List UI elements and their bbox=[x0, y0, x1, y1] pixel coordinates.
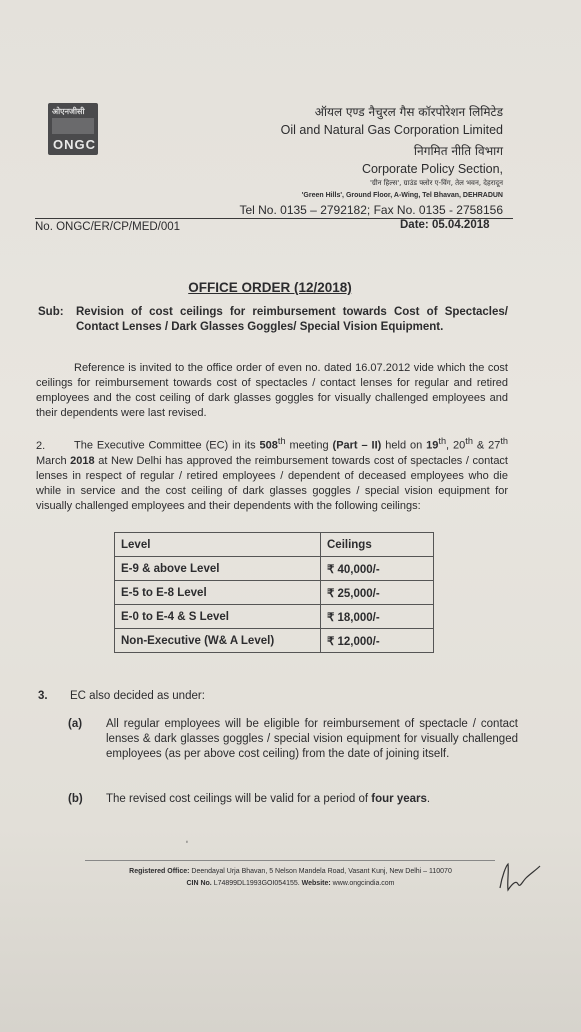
p2-text: The Executive Committee (EC) in its bbox=[74, 439, 260, 452]
p2-text: , bbox=[446, 439, 454, 452]
level-cell: E-0 to E-4 & S Level bbox=[115, 605, 321, 629]
level-cell: E-9 & above Level bbox=[115, 557, 321, 581]
p2-day: 27 bbox=[488, 439, 501, 452]
subject-block bbox=[38, 305, 508, 335]
clause-a bbox=[68, 717, 518, 762]
p2-text: & bbox=[472, 439, 489, 452]
subject-text: Revision of cost ceilings for reimbursement towards Cost of Spectacles/ Contact Lenses / Dark Glasses Goggles/ Special Vision Equipment. bbox=[76, 306, 508, 333]
ongc-logo bbox=[48, 103, 98, 155]
table-row bbox=[115, 581, 434, 605]
column-header-ceilings: Ceilings bbox=[321, 533, 434, 557]
p2-text: held on bbox=[381, 439, 427, 452]
level-cell: E-5 to E-8 Level bbox=[115, 581, 321, 605]
p2-sup: th bbox=[277, 436, 286, 446]
address-hindi: 'ग्रीन हिल्स', ग्राउंड फ्लोर ए-विंग, तेल भवन, देहरादून bbox=[369, 179, 503, 187]
level-cell: Non-Executive (W& A Level) bbox=[115, 629, 321, 653]
website-url: www.ongcindia.com bbox=[330, 880, 395, 887]
ceiling-cell: ₹ 12,000/- bbox=[321, 629, 434, 653]
address-english: 'Green Hills', Ground Floor, A-Wing, Tel Bhavan, DEHRADUN bbox=[301, 192, 503, 199]
department-hindi: निगमित नीति विभाग bbox=[413, 144, 503, 158]
paragraph-3-number: 3. bbox=[38, 690, 48, 702]
ceiling-cell: ₹ 25,000/- bbox=[321, 581, 434, 605]
p2-year: 2018 bbox=[70, 454, 95, 467]
order-title: OFFICE ORDER (12/2018) bbox=[188, 280, 352, 295]
table-row bbox=[115, 605, 434, 629]
company-name-hindi: ऑयल एण्ड नैचुरल गैस कॉरपोरेशन लिमिटेड bbox=[314, 105, 503, 119]
pen-mark: ʹ bbox=[186, 840, 188, 851]
p2-sup: th bbox=[438, 436, 447, 446]
p2-part: (Part – II) bbox=[332, 439, 382, 452]
p2-text: at New Delhi has approved the reimbursement towards cost of spectacles / contact lenses in respect of regular / retired employees / dependent of deceased employees who die while in service and the cost ceiling of dark glasses goggles / special vision equipment for visually challenged employees and their dependents with the following ceilings: bbox=[36, 454, 508, 512]
website-label: Website: bbox=[301, 880, 331, 887]
logo-hindi-text: ओएनजीसी bbox=[52, 107, 85, 116]
handwritten-initials bbox=[492, 858, 542, 898]
order-date: Date: 05.04.2018 bbox=[400, 219, 490, 231]
table-row bbox=[115, 557, 434, 581]
column-header-level: Level bbox=[115, 533, 321, 557]
logo-emblem bbox=[52, 118, 94, 134]
cin-label: CIN No. bbox=[186, 880, 212, 887]
subject-label: Sub: bbox=[38, 306, 64, 318]
paragraph-3-text: EC also decided as under: bbox=[70, 690, 205, 702]
clause-a-text: All regular employees will be eligible for reimbursement of spectacle / contact lenses & dark glasses goggles / special vision equipment for visually challenged employees (as per above cost ceiling) from the date of joining itself. bbox=[106, 718, 518, 760]
reg-label: Registered Office: bbox=[129, 868, 190, 875]
clause-b-duration: four years bbox=[371, 793, 427, 805]
clause-a-label: (a) bbox=[68, 718, 83, 730]
footer-divider bbox=[85, 860, 495, 861]
clause-b-end: . bbox=[426, 793, 431, 805]
p2-meeting-no: 508 bbox=[259, 439, 278, 452]
p2-sup: th bbox=[500, 436, 508, 446]
table-row bbox=[115, 629, 434, 653]
ceilings-table bbox=[114, 532, 434, 653]
paragraph-2 bbox=[36, 434, 508, 514]
section-name: Corporate Policy Section, bbox=[361, 162, 503, 176]
paragraph-3 bbox=[38, 690, 205, 702]
p2-sup: th bbox=[465, 436, 473, 446]
ceiling-cell: ₹ 18,000/- bbox=[321, 605, 434, 629]
cin-number: L74899DL1993GOI054155. bbox=[211, 880, 302, 887]
paragraph-1: Reference is invited to the office order of even no. dated 16.07.2012 vide which the cost ceilings for reimbursement towards cost of spectacles / contact lenses for regular and retired employees and the cost ceiling of dark glasses goggles for visually challenged employees and their dependents were last revised. bbox=[36, 362, 508, 419]
table-header-row bbox=[115, 533, 434, 557]
reference-number: No. ONGC/ER/CP/MED/001 bbox=[35, 221, 181, 233]
p2-day: 19 bbox=[426, 439, 439, 452]
logo-word: ONGC bbox=[53, 137, 96, 152]
p2-text: meeting bbox=[285, 439, 333, 452]
clause-b-text: The revised cost ceilings will be valid for a period of bbox=[106, 793, 372, 805]
clause-b bbox=[68, 793, 430, 805]
clause-b-label: (b) bbox=[68, 793, 83, 805]
reg-address: Deendayal Urja Bhavan, 5 Nelson Mandela Road, Vasant Kunj, New Delhi – 110070 bbox=[189, 868, 452, 875]
telephone-line: Tel No. 0135 – 2792182; Fax No. 0135 - 2758156 bbox=[239, 203, 503, 217]
p2-day: 20 bbox=[453, 439, 466, 452]
paragraph-2-number: 2. bbox=[36, 439, 46, 452]
company-name-english: Oil and Natural Gas Corporation Limited bbox=[280, 123, 503, 137]
p2-text: March bbox=[36, 454, 71, 467]
ceiling-cell: ₹ 40,000/- bbox=[321, 557, 434, 581]
